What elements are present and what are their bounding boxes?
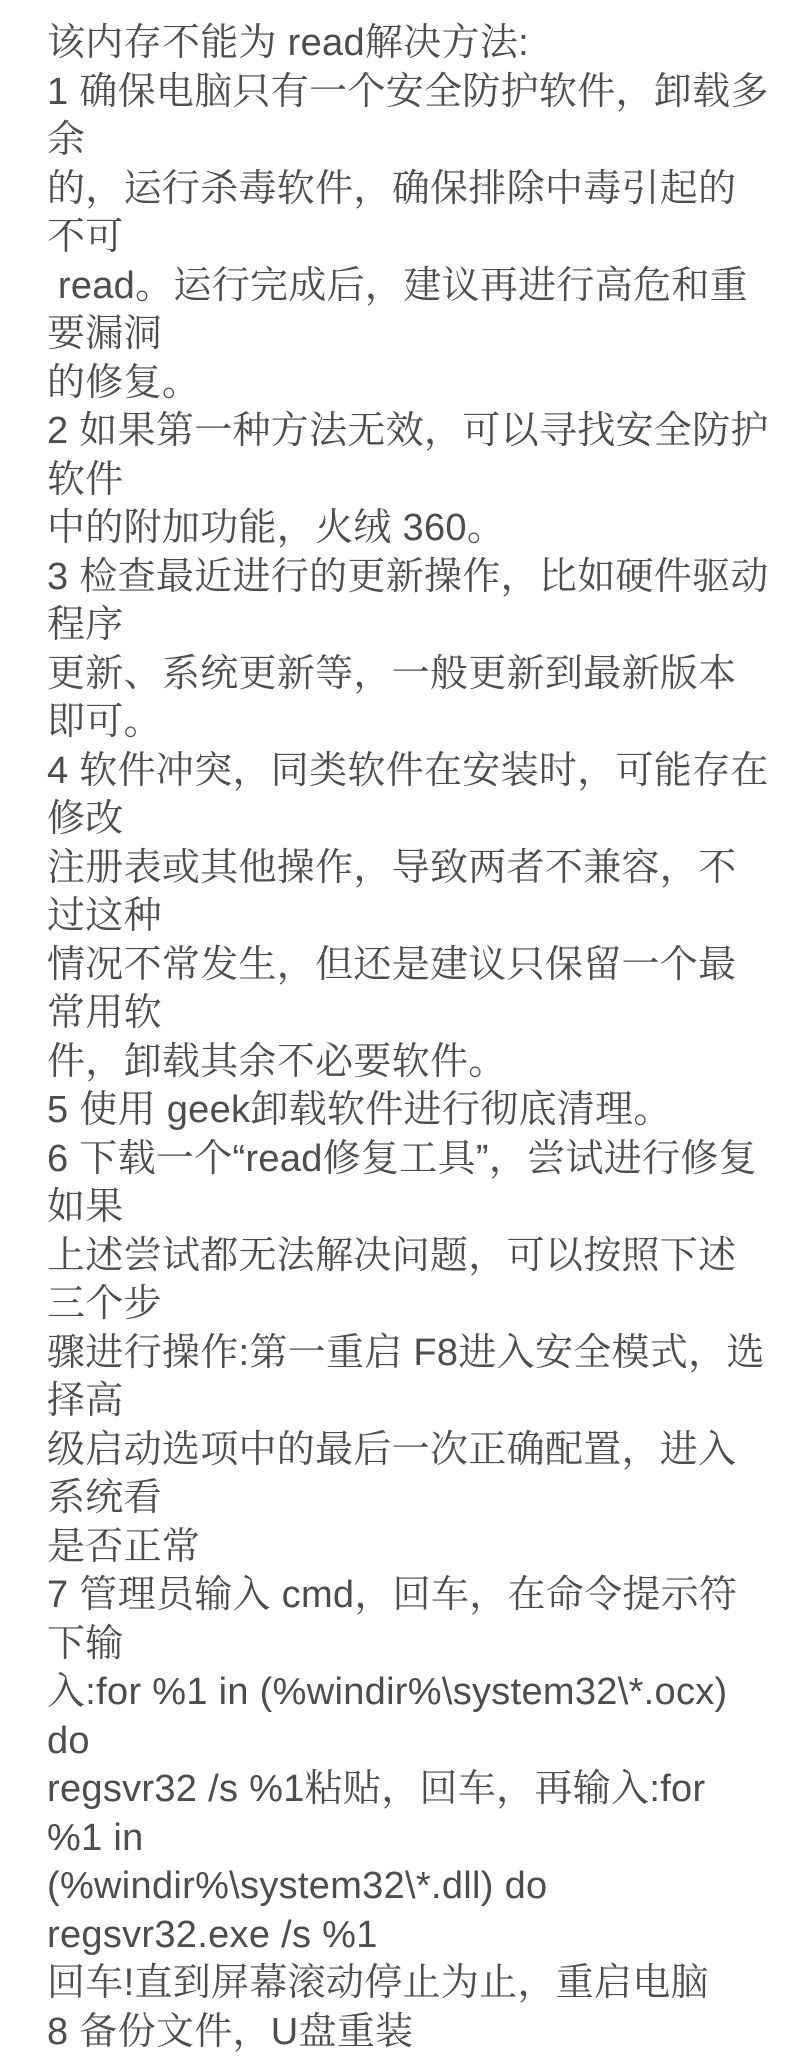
text-line: 8 备份文件，U盘重装 <box>47 2008 770 2056</box>
text-line: 骤进行操作:第一重启 F8进入安全模式，选择高 <box>47 1329 770 1426</box>
text-line: 件，卸载其余不必要软件。 <box>47 1038 770 1087</box>
text-line: 4 软件冲突，同类软件在安装时，可能存在修改 <box>47 747 770 844</box>
text-line: regsvr32 /s %1粘贴，回车，再输入:for %1 in <box>47 1765 770 1862</box>
text-line: read。运行完成后，建议再进行高危和重要漏洞 <box>47 262 770 359</box>
text-line: 上述尝试都无法解决问题，可以按照下述三个步 <box>47 1232 770 1329</box>
text-line: 入:for %1 in (%windir%\system32\*.ocx) do <box>47 1668 770 1765</box>
text-line: 级启动选项中的最后一次正确配置，进入系统看 <box>47 1426 770 1523</box>
text-line: 情况不常发生，但还是建议只保留一个最常用软 <box>47 941 770 1038</box>
text-line: 5 使用 geek卸载软件进行彻底清理。 <box>47 1086 770 1135</box>
text-line: 的，运行杀毒软件，确保排除中毒引起的不可 <box>47 165 770 262</box>
text-line: 2 如果第一种方法无效，可以寻找安全防护软件 <box>47 407 770 504</box>
text-line: 1 确保电脑只有一个安全防护软件，卸载多余 <box>47 68 770 165</box>
text-line: (%windir%\system32\*.dll) do regsvr32.exe /s %1 <box>47 1862 770 1959</box>
text-line: 7 管理员输入 cmd，回车，在命令提示符下输 <box>47 1571 770 1668</box>
text-line: 3 检查最近进行的更新操作，比如硬件驱动程序 <box>47 553 770 650</box>
text-line: 注册表或其他操作，导致两者不兼容，不过这种 <box>47 844 770 941</box>
text-line: 的修复。 <box>47 359 770 408</box>
text-line: 回车!直到屏幕滚动停止为止，重启电脑 <box>47 1959 770 2008</box>
text-line: 中的附加功能，火绒 360。 <box>47 504 770 553</box>
text-line: 6 下载一个“read修复工具”，尝试进行修复如果 <box>47 1135 770 1232</box>
text-line: 是否正常 <box>47 1523 770 1572</box>
title-line: 该内存不能为 read解决方法: <box>47 19 770 68</box>
text-line: 更新、系统更新等，一般更新到最新版本即可。 <box>47 650 770 747</box>
